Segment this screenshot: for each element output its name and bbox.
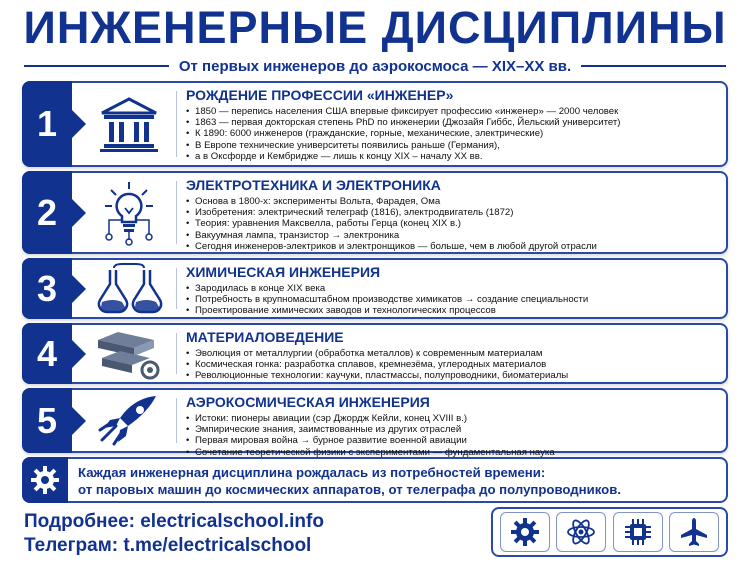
section-card: [22, 323, 728, 384]
list-item: • В Европе технические университеты появились раньше (Германия),: [186, 140, 718, 151]
list-item: • Эволюция от металлургии (обработка металлов) к современным материалам: [186, 348, 718, 359]
section-content: [186, 177, 718, 252]
university-building-icon: [84, 83, 174, 165]
divider: [176, 333, 177, 374]
section-title: РОЖДЕНИЕ ПРОФЕССИИ «ИНЖЕНЕР»: [186, 87, 454, 103]
list-item-continuation: • а в Оксфорде и Кембридже — лишь к концу XIX – началу XX вв.: [186, 151, 718, 162]
list-item: • Сочетание теоретической физики с экспериментами — фундаментальная наука: [186, 447, 718, 458]
list-item: • 1863 — первая докторская степень PhD по инженерии (Джозайя Гиббс, Йельский университет): [186, 117, 718, 128]
list-item: • 1850 — перепись населения США впервые фиксирует профессию «инженер» — 2000 человек: [186, 106, 718, 117]
subtitle-bar: [24, 55, 726, 77]
section-title: АЭРОКОСМИЧЕСКАЯ ИНЖЕНЕРИЯ: [186, 394, 430, 410]
section-card: [22, 258, 728, 319]
bullet-list: [186, 348, 718, 382]
section-title: МАТЕРИАЛОВЕДЕНИЕ: [186, 329, 344, 345]
summary-line: от паровых машин до космических аппаратов, от телеграфа до полупроводников.: [78, 482, 621, 497]
materials-beams-icon: [84, 325, 174, 382]
list-item: • Основа в 1800-х: эксперименты Вольта, Фарадея, Ома: [186, 196, 718, 207]
telegram-link[interactable]: Телеграм: t.me/electricalschool: [24, 535, 312, 556]
list-item: • Проектирование химических заводов и технологических процессов: [186, 305, 718, 316]
summary-text: [78, 464, 718, 498]
list-item: • Истоки: пионеры авиации (сэр Джордж Кейли, конец XVIII в.): [186, 413, 718, 424]
section-number: 3: [22, 258, 72, 319]
list-item: • Теория: уравнения Максвелла, работы Герца (конец XIX в.): [186, 218, 718, 229]
divider: [176, 398, 177, 443]
list-item: • Эмпирические знания, заимствованные из других отраслей: [186, 424, 718, 435]
section-card: [22, 81, 728, 167]
rocket-icon: [84, 390, 174, 451]
section-number: 2: [22, 171, 72, 254]
gear-icon: [500, 512, 550, 552]
list-item: • Космическая гонка: разработка сплавов, кремнезёма, углеродных материалов: [186, 359, 718, 370]
section-title: ХИМИЧЕСКАЯ ИНЖЕНЕРИЯ: [186, 264, 381, 280]
airplane-icon: [669, 512, 719, 552]
gear-icon: [22, 457, 68, 503]
summary-box: [22, 457, 728, 503]
icon-tiles: [491, 507, 728, 557]
atom-icon: [556, 512, 606, 552]
list-item: • Сегодня инженеров-электриков и электронщиков — больше, чем в любой другой отрасли: [186, 241, 718, 252]
section-title: ЭЛЕКТРОТЕХНИКА И ЭЛЕКТРОНИКА: [186, 177, 441, 193]
bullet-list: [186, 106, 718, 162]
divider: [176, 268, 177, 309]
list-item: • К 1890: 6000 инженеров (гражданские, горные, механические, электрические): [186, 128, 718, 139]
divider: [176, 181, 177, 244]
bullet-list: [186, 413, 718, 458]
bullet-list: [186, 196, 718, 252]
list-item: • Изобретения: электрический телеграф (1816), электродвигатель (1872): [186, 207, 718, 218]
list-item: • Первая мировая война → бурное развитие военной авиации: [186, 435, 718, 446]
section-content: [186, 329, 718, 382]
section-number: 1: [22, 81, 72, 167]
divider: [581, 65, 726, 67]
divider: [24, 65, 169, 67]
list-item: • Зародилась в конце XIX века: [186, 283, 718, 294]
section-number: 4: [22, 323, 72, 384]
list-item: • Потребность в крупномасштабном производстве химикатов → создание специальности: [186, 294, 718, 305]
page-title: ИНЖЕНЕРНЫЕ ДИСЦИПЛИНЫ: [23, 2, 727, 53]
microchip-icon: [613, 512, 663, 552]
section-content: [186, 264, 718, 317]
lightbulb-circuit-icon: [84, 173, 174, 252]
section-content: [186, 394, 718, 458]
bullet-list: [186, 283, 718, 317]
list-item: • Революционные технологии: каучуки, пластмассы, полупроводники, биоматериалы: [186, 370, 718, 381]
site-link[interactable]: Подробнее: electricalschool.info: [24, 511, 324, 532]
chemistry-flasks-icon: [84, 260, 174, 317]
section-card: [22, 388, 728, 458]
list-item: • Вакуумная лампа, транзистор → электроника: [186, 230, 718, 241]
section-number: 5: [22, 388, 72, 453]
summary-line: Каждая инженерная дисциплина рождалась из потребностей времени:: [78, 465, 546, 480]
page-subtitle: От первых инженеров до аэрокосмоса — XIX–XX вв.: [178, 57, 572, 75]
section-card: [22, 171, 728, 254]
divider: [176, 91, 177, 157]
section-content: [186, 87, 718, 162]
